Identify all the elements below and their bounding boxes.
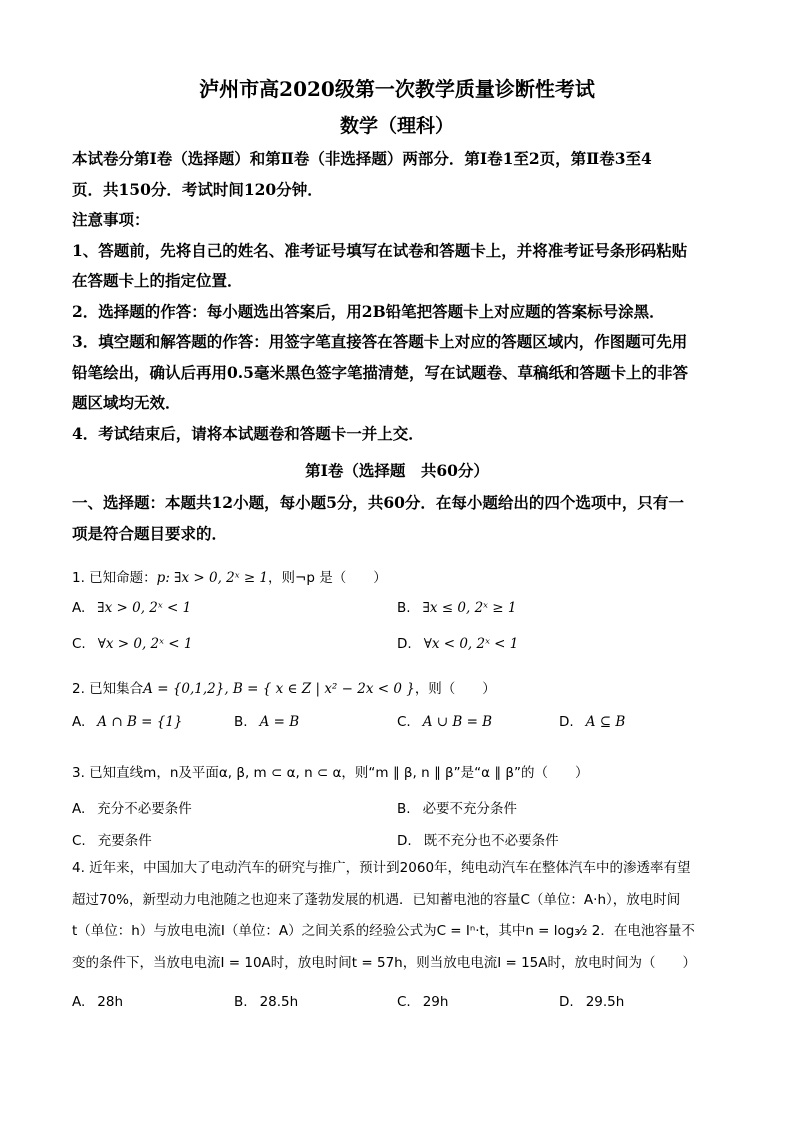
option-letter: D. [397,833,412,849]
exam-title: 泸州市高2020级第一次教学质量诊断性考试 [199,77,595,101]
question-4-option-b[interactable] [234,994,298,1010]
question-4-option-a[interactable] [72,994,123,1010]
section-desc-line: 一、选择题：本题共12小题，每小题5分，共60分．在每小题给出的四个选项中，只有一 [72,493,684,512]
option-text: ∀x > 0, 2ˣ < 1 [97,636,193,652]
option-letter: A. [72,714,86,730]
intro-line: 页．共150分．考试时间120分钟． [72,179,323,199]
question-4-line: t（单位：h）与放电电流I（单位：A）之间关系的经验公式为C = Iⁿ·t，其中n = log₃⁄₂ 2．在电池容量不 [72,923,695,939]
question-1-suffix: ，则¬p 是（ ） [268,570,387,586]
section-title: 第Ⅰ卷（选择题 共60分） [305,461,489,480]
option-letter: D. [559,994,574,1010]
question-2-option-a[interactable] [72,714,183,730]
question-4-line: 变的条件下，当放电电流I = 10A时，放电时间t = 57h，则当放电电流I = 15A时，放电时间为（ ） [72,954,696,971]
question-2-suffix: ，则（ ） [414,681,496,697]
section-description [72,488,722,549]
option-text: A = B [259,714,300,730]
question-1-option-d[interactable] [397,636,518,652]
question-2-option-b[interactable] [234,714,299,730]
option-letter: D. [397,636,412,652]
question-4-line: 超过70%，新型动力电池随之也迎来了蓬勃发展的机遇．已知蓄电池的容量C（单位：A·h），放电时间 [72,891,681,908]
option-text: ∃x > 0, 2ˣ < 1 [97,600,192,616]
option-text: 28.5h [259,994,299,1010]
question-2-option-c[interactable] [397,714,492,730]
option-text: 必要不充分条件 [422,801,518,817]
notice-heading: 注意事项： [72,210,150,229]
question-1-stem [72,566,722,586]
option-text: 充分不必要条件 [97,801,192,817]
option-letter: A. [72,994,86,1010]
option-letter: C. [397,714,411,730]
question-3-option-c[interactable] [72,829,152,849]
question-1-option-c[interactable] [72,636,192,652]
option-text: A ∪ B = B [422,714,493,730]
option-letter: A. [72,801,86,817]
question-4-option-c[interactable] [397,994,448,1010]
intro-line: 本试卷分第Ⅰ卷（选择题）和第Ⅱ卷（非选择题）两部分．第Ⅰ卷1至2页，第Ⅱ卷3至4 [72,149,652,168]
question-3-option-b[interactable] [397,797,517,817]
notice-item: 铅笔绘出，确认后再用0.5毫米黑色签字笔描清楚，写在试题卷、草稿纸和答题卡上的非答 [72,362,688,382]
option-letter: C. [397,994,411,1010]
option-letter: B. [234,714,248,730]
section-desc-line: 项是符合题目要求的． [72,523,228,543]
option-letter: B. [397,600,411,616]
intro-block [72,144,722,449]
option-letter: A. [72,600,86,616]
option-text: ∃x ≤ 0, 2ˣ ≥ 1 [422,600,517,616]
notice-item: 1、答题前，先将自己的姓名、准考证号填写在试卷和答题卡上，并将准考证号条形码粘贴 [72,240,688,260]
question-3-stem: 3. 已知直线m，n及平面α, β, m ⊂ α, n ⊂ α，则“m ∥ β, n ∥ β”是“α ∥ β”的（ ） [72,765,589,781]
question-1-option-b[interactable] [397,600,516,616]
option-letter: D. [559,714,574,730]
question-1-formula: p: ∃x > 0, 2ˣ ≥ 1 [156,570,269,586]
option-text: A ∩ B = {1} [97,714,183,730]
exam-subtitle: 数学（理科） [339,115,454,137]
option-text: 28h [97,994,124,1010]
question-4-option-d[interactable] [559,994,624,1010]
question-2-prefix: 2. 已知集合 [72,681,144,697]
option-letter: B. [397,801,411,817]
option-text: A ⊆ B [585,714,626,730]
option-letter: C. [72,833,86,849]
notice-item: 3．填空题和解答题的作答：用签字笔直接答在答题卡上对应的答题区域内，作图题可先用 [72,332,688,351]
question-3-option-d[interactable] [397,829,559,849]
question-2-option-d[interactable] [559,714,625,730]
notice-item: 4．考试结束后，请将本试题卷和答题卡一并上交． [72,423,424,443]
question-4-stem [72,853,722,979]
option-text: 29.5h [585,994,625,1010]
notice-item: 2．选择题的作答：每小题选出答案后，用2B铅笔把答题卡上对应题的答案标号涂黑． [72,301,665,321]
option-text: 充要条件 [97,833,152,849]
question-2-formula: A = {0,1,2}, B = { x ∈ Z | x² − 2x < 0 } [143,681,415,697]
question-1-prefix: 1. 已知命题： [72,570,157,586]
question-3-option-a[interactable] [72,797,192,817]
option-text: 既不充分也不必要条件 [423,833,559,849]
question-1-option-a[interactable] [72,600,191,616]
notice-item: 在答题卡上的指定位置． [72,271,243,290]
option-letter: C. [72,636,86,652]
option-text: ∀x < 0, 2ˣ < 1 [423,636,519,652]
question-4-line: 4. 近年来，中国加大了电动汽车的研究与推广，预计到2060年，纯电动汽车在整体汽车中的渗透率有望 [72,860,691,876]
option-letter: B. [234,994,248,1010]
notice-item: 题区域均无效． [72,393,181,412]
question-2-stem [72,677,722,697]
option-text: 29h [422,994,449,1010]
